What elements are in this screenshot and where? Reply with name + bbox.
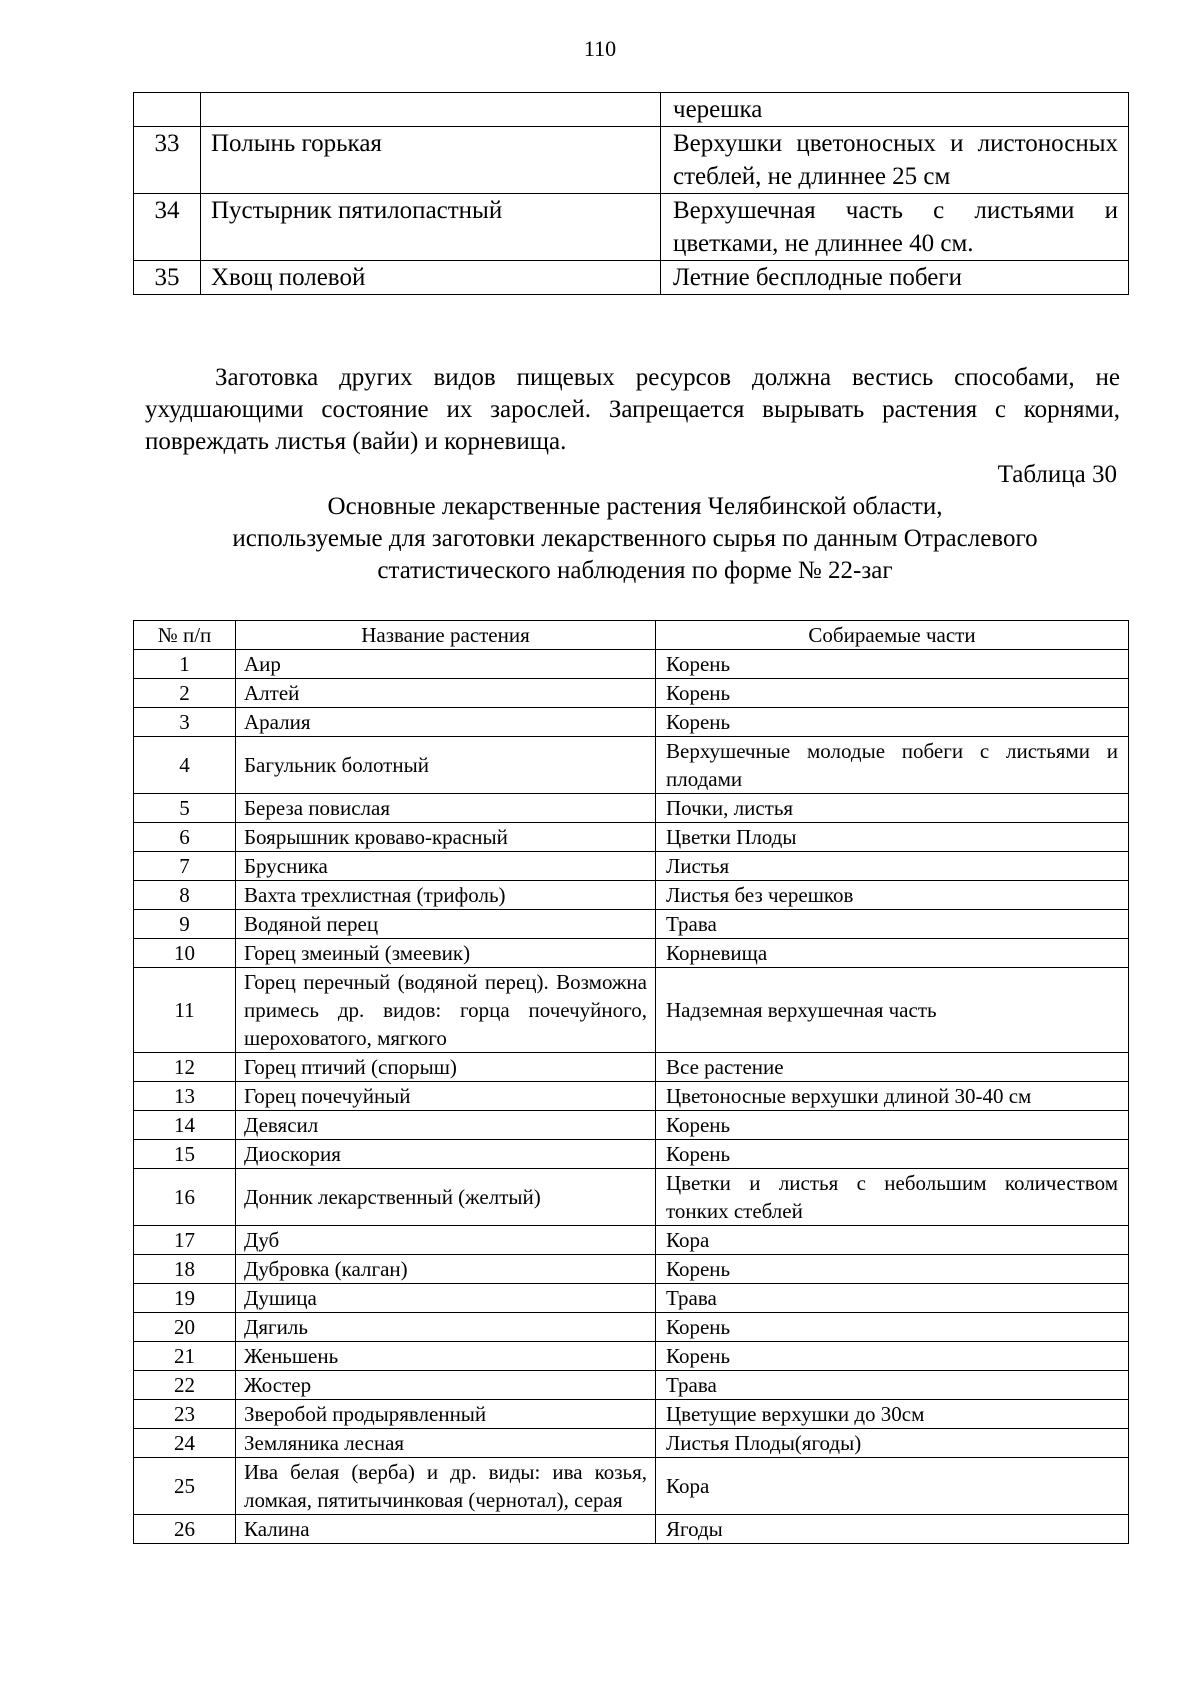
cell-part: Верхушки цветоносных и листоносных стеблей, не длиннее 25 см (661, 127, 1129, 194)
cell-name (201, 93, 661, 127)
cell-part: Корень (656, 1111, 1129, 1140)
cell-part: Листья (656, 852, 1129, 881)
cell-name: Женьшень (236, 1342, 656, 1371)
cell-num: 18 (134, 1255, 236, 1284)
table-row (134, 1371, 1129, 1400)
cell-part: Трава (656, 1284, 1129, 1313)
cell-num: 4 (134, 737, 236, 794)
cell-num: 23 (134, 1400, 236, 1429)
cell-part: Верхушечная часть с листьями и цветками, не длиннее 40 см. (661, 194, 1129, 261)
cell-name: Багульник болотный (236, 737, 656, 794)
cell-name: Аир (236, 650, 656, 679)
cell-part: Кора (656, 1458, 1129, 1515)
cell-part: Надземная верхушечная часть (656, 968, 1129, 1053)
cell-name: Горец почечуйный (236, 1082, 656, 1111)
header-num: № п/п (134, 621, 236, 650)
table-row (134, 939, 1129, 968)
cell-name: Зверобой продырявленный (236, 1400, 656, 1429)
cell-part: Верхушечные молодые побеги с листьями и плодами (656, 737, 1129, 794)
cell-num: 3 (134, 708, 236, 737)
table-row (134, 794, 1129, 823)
cell-num: 22 (134, 1371, 236, 1400)
table-row (134, 1284, 1129, 1313)
table-row (134, 93, 1129, 127)
table-row (134, 1082, 1129, 1111)
cell-num: 14 (134, 1111, 236, 1140)
table-row (134, 737, 1129, 794)
table-row (134, 650, 1129, 679)
cell-num: 7 (134, 852, 236, 881)
table-row (134, 1140, 1129, 1169)
cell-part: Корень (656, 1342, 1129, 1371)
cell-name: Хвощ полевой (201, 261, 661, 295)
cell-part: Трава (656, 1371, 1129, 1400)
cell-name: Жостер (236, 1371, 656, 1400)
cell-num: 11 (134, 968, 236, 1053)
cell-name: Горец птичий (спорыш) (236, 1053, 656, 1082)
table-row (134, 852, 1129, 881)
cell-num: 9 (134, 910, 236, 939)
cell-part: Почки, листья (656, 794, 1129, 823)
body-paragraph: Заготовка других видов пищевых ресурсов должна вестись способами, не ухудшающими состояние их зарослей. Запрещается вырывать растения с корнями, повреждать листья (вайи) и корневища. (145, 364, 1120, 455)
continuation-table (133, 92, 1129, 295)
cell-name: Дуб (236, 1226, 656, 1255)
cell-name: Алтей (236, 679, 656, 708)
table-row (134, 1515, 1129, 1544)
cell-num: 13 (134, 1082, 236, 1111)
cell-num: 17 (134, 1226, 236, 1255)
cell-name: Аралия (236, 708, 656, 737)
table-title-line: статистического наблюдения по форме № 22-заг (377, 557, 893, 584)
cell-num: 21 (134, 1342, 236, 1371)
cell-name: Дягиль (236, 1313, 656, 1342)
cell-part: Корневища (656, 939, 1129, 968)
cell-num: 20 (134, 1313, 236, 1342)
cell-num: 15 (134, 1140, 236, 1169)
cell-num: 16 (134, 1169, 236, 1226)
table-row (134, 1342, 1129, 1371)
table-row (134, 910, 1129, 939)
cell-num: 12 (134, 1053, 236, 1082)
cell-part: Корень (656, 1140, 1129, 1169)
cell-num: 35 (134, 261, 201, 295)
header-part: Собираемые части (656, 621, 1129, 650)
cell-part: Корень (656, 679, 1129, 708)
table-row (134, 1313, 1129, 1342)
cell-name: Диоскория (236, 1140, 656, 1169)
cell-part: Цветки и листья с небольшим количеством тонких стеблей (656, 1169, 1129, 1226)
cell-num: 34 (134, 194, 201, 261)
cell-name: Девясил (236, 1111, 656, 1140)
cell-part: Корень (656, 708, 1129, 737)
table-row (134, 194, 1129, 261)
cell-name: Душица (236, 1284, 656, 1313)
cell-name: Вахта трехлистная (трифоль) (236, 881, 656, 910)
table-label: Таблица 30 (997, 461, 1117, 488)
table-row (134, 1111, 1129, 1140)
cell-name: Береза повислая (236, 794, 656, 823)
cell-name: Водяной перец (236, 910, 656, 939)
table-row (134, 1226, 1129, 1255)
cell-num: 25 (134, 1458, 236, 1515)
cell-name: Пустырник пятилопастный (201, 194, 661, 261)
table-row (134, 823, 1129, 852)
cell-num: 19 (134, 1284, 236, 1313)
cell-num (134, 93, 201, 127)
table-row (134, 1255, 1129, 1284)
cell-num: 33 (134, 127, 201, 194)
cell-name: Донник лекарственный (желтый) (236, 1169, 656, 1226)
table-row (134, 1053, 1129, 1082)
cell-part: Цветущие верхушки до 30см (656, 1400, 1129, 1429)
cell-part: Ягоды (656, 1515, 1129, 1544)
table-row (134, 1169, 1129, 1226)
cell-part: Все растение (656, 1053, 1129, 1082)
cell-part: Корень (656, 1255, 1129, 1284)
cell-name: Полынь горькая (201, 127, 661, 194)
cell-num: 26 (134, 1515, 236, 1544)
cell-part: черешка (661, 93, 1129, 127)
cell-num: 1 (134, 650, 236, 679)
cell-num: 8 (134, 881, 236, 910)
cell-name: Земляника лесная (236, 1429, 656, 1458)
cell-num: 2 (134, 679, 236, 708)
cell-part: Цветки Плоды (656, 823, 1129, 852)
table-row (134, 679, 1129, 708)
cell-name: Горец перечный (водяной перец). Возможна примесь др. видов: горца почечуйного, шероховатого, мягкого (236, 968, 656, 1053)
table-row (134, 968, 1129, 1053)
table-row (134, 1429, 1129, 1458)
cell-part: Летние бесплодные побеги (661, 261, 1129, 295)
cell-part: Листья без черешков (656, 881, 1129, 910)
table-row (134, 1458, 1129, 1515)
table-title-line: Основные лекарственные растения Челябинской области, (327, 493, 943, 520)
cell-num: 5 (134, 794, 236, 823)
cell-num: 6 (134, 823, 236, 852)
cell-name: Горец змеиный (змеевик) (236, 939, 656, 968)
cell-part: Корень (656, 1313, 1129, 1342)
cell-name: Боярышник кроваво-красный (236, 823, 656, 852)
table-header-row (134, 621, 1129, 650)
table-row (134, 127, 1129, 194)
cell-part: Листья Плоды(ягоды) (656, 1429, 1129, 1458)
table-row (134, 261, 1129, 295)
cell-num: 10 (134, 939, 236, 968)
table-title-line: используемые для заготовки лекарственного сырья по данным Отраслевого (232, 525, 1038, 552)
medicinal-plants-table (133, 620, 1129, 1544)
header-name: Название растения (236, 621, 656, 650)
cell-num: 24 (134, 1429, 236, 1458)
cell-name: Ива белая (верба) и др. виды: ива козья, ломкая, пятитычинковая (чернотал), серая (236, 1458, 656, 1515)
table-title (140, 491, 1130, 587)
page-number: 110 (583, 36, 617, 61)
table-row (134, 1400, 1129, 1429)
cell-name: Дубровка (калган) (236, 1255, 656, 1284)
cell-name: Калина (236, 1515, 656, 1544)
table-row (134, 881, 1129, 910)
cell-part: Трава (656, 910, 1129, 939)
table-row (134, 708, 1129, 737)
cell-part: Кора (656, 1226, 1129, 1255)
cell-name: Брусника (236, 852, 656, 881)
cell-part: Корень (656, 650, 1129, 679)
cell-part: Цветоносные верхушки длиной 30-40 см (656, 1082, 1129, 1111)
